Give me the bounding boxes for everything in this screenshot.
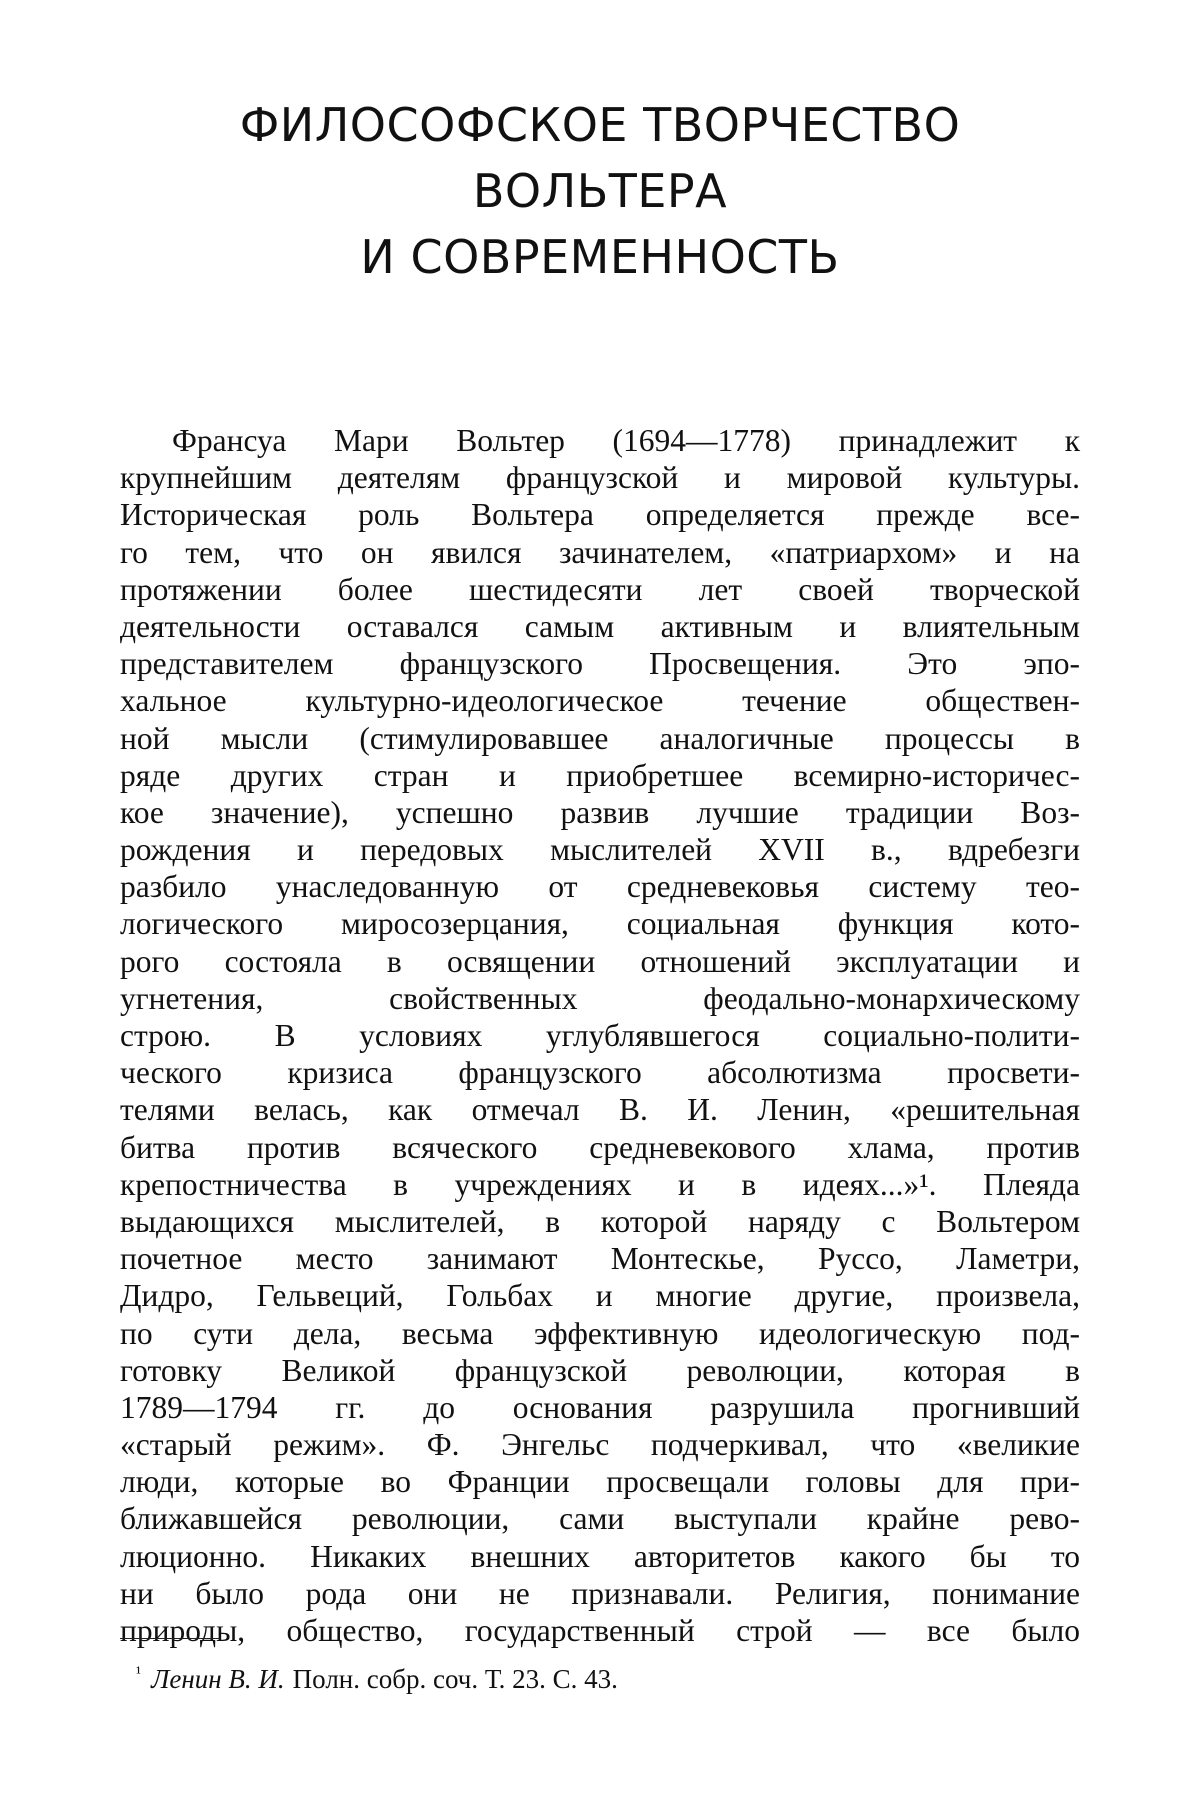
text-line: логического миросозерцания, социальная функция кото- — [120, 906, 1080, 942]
text-line: строю. В условиях углублявшегося социально-полити- — [120, 1018, 1080, 1053]
text-line: рого состояла в освящении отношений эксплуатации и — [120, 943, 1080, 979]
text-line: выдающихся мыслителей, в которой наряду с Вольтером — [120, 1203, 1080, 1239]
chapter-title-line: ФИЛОСОФСКОЕ ТВОРЧЕСТВО — [239, 98, 961, 152]
text-line: природы, общество, государственный строй — все было — [120, 1613, 1080, 1648]
text-line: телями велась, как отмечал В. И. Ленин, «решительная — [120, 1092, 1080, 1128]
text-line: «старый режим». Ф. Энгельс подчеркивал, что «великие — [120, 1427, 1080, 1463]
text-line: ближавшейся революции, сами выступали крайне рево- — [120, 1501, 1080, 1537]
footnote-divider — [120, 1638, 220, 1639]
chapter-title-line: ВОЛЬТЕРА — [472, 164, 728, 218]
text-line: крепостничества в учреждениях и в идеях...»¹. Плеяда — [120, 1166, 1080, 1202]
text-line: го тем, что он явился зачинателем, «патриархом» и на — [120, 534, 1080, 570]
text-line: угнетения, свойственных феодально-монархическому — [120, 980, 1080, 1016]
text-line: ной мысли (стимулировавшее аналогичные процессы в — [120, 720, 1080, 756]
footnote-citation: Полн. собр. соч. Т. 23. С. 43. — [292, 1664, 618, 1694]
text-line: протяжении более шестидесяти лет своей творческой — [120, 571, 1080, 607]
text-line: кое значение), успешно развив лучшие традиции Воз- — [120, 794, 1080, 830]
text-line: ни было рода они не признавали. Религия, понимание — [120, 1575, 1080, 1611]
footnote-author: Ленин В. И. — [151, 1664, 285, 1694]
text-line: разбило унаследованную от средневековья систему тео- — [120, 869, 1080, 905]
text-line: ческого кризиса французского абсолютизма просвети- — [120, 1055, 1080, 1091]
text-line: готовку Великой французской революции, которая в — [120, 1352, 1080, 1388]
text-line: крупнейшим деятелям французской и мировой культуры. — [120, 460, 1080, 496]
text-line: люди, которые во Франции просвещали головы для при- — [120, 1464, 1080, 1500]
text-line: рождения и передовых мыслителей XVII в., вдребезги — [120, 832, 1080, 868]
footnote — [136, 1656, 618, 1696]
text-line: представителем французского Просвещения. Это эпо- — [120, 646, 1080, 682]
text-line: деятельности оставался самым активным и влиятельным — [120, 608, 1080, 644]
text-line: по сути дела, весьма эффективную идеологическую под- — [120, 1315, 1080, 1351]
chapter-title — [120, 92, 1080, 290]
body-paragraph — [120, 422, 1080, 1649]
text-line: ряде других стран и приобретшее всемирно-историчес- — [120, 757, 1080, 793]
chapter-title-line: И СОВРЕМЕННОСТЬ — [360, 230, 840, 284]
footnote-mark: ¹ — [136, 1663, 142, 1682]
text-line: хальное культурно-идеологическое течение обществен- — [120, 683, 1080, 719]
text-line: люционно. Никаких внешних авторитетов какого бы то — [120, 1538, 1080, 1574]
text-line: Франсуа Мари Вольтер (1694—1778) принадлежит к — [172, 423, 1080, 458]
text-line: 1789—1794 гг. до основания разрушила прогнивший — [120, 1389, 1080, 1425]
text-line: почетное место занимают Монтескье, Руссо, Ламетри, — [120, 1241, 1080, 1277]
text-line: битва против всяческого средневекового хлама, против — [120, 1129, 1080, 1165]
text-line: Историческая роль Вольтера определяется прежде все- — [120, 497, 1080, 533]
text-line: Дидро, Гельвеций, Гольбах и многие другие, произвела, — [120, 1278, 1080, 1314]
